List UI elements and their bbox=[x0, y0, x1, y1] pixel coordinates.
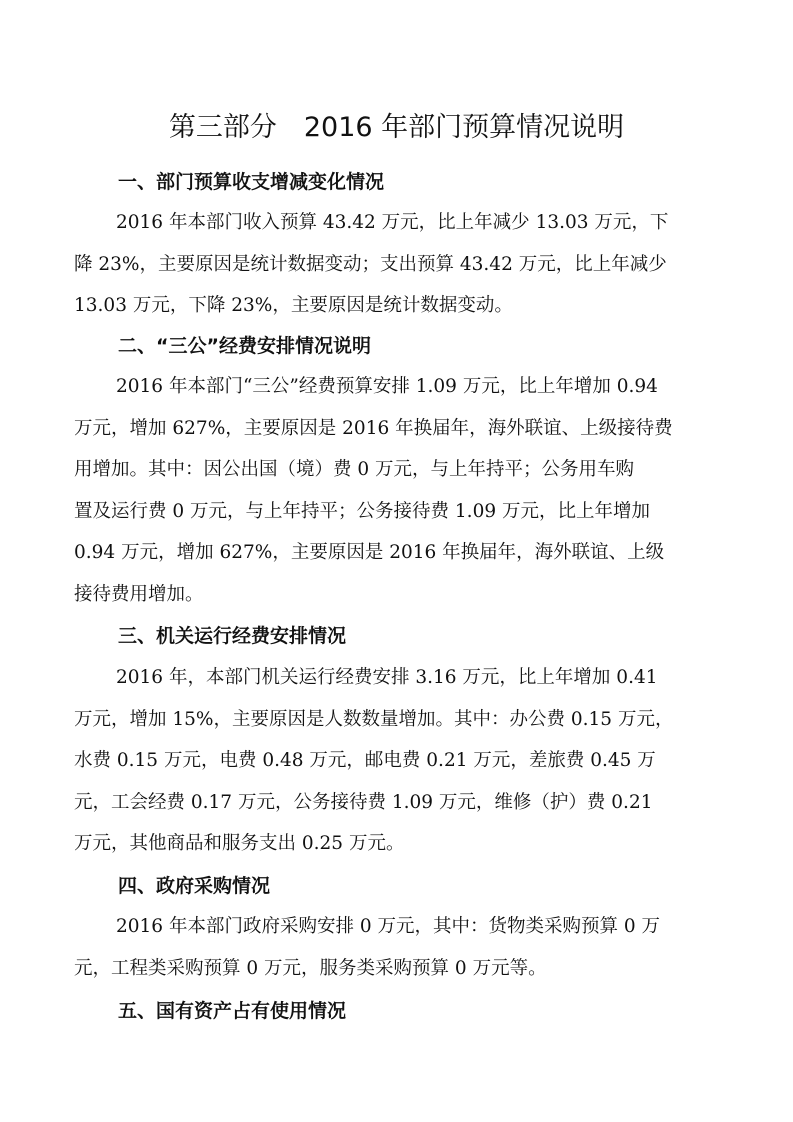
section-heading-1: 一、部门预算收支增减变化情况 bbox=[118, 171, 385, 193]
body-line: 元，工会经费 0.17 万元，公务接待费 1.09 万元，维修（护）费 0.21 bbox=[74, 791, 653, 813]
section-heading-4: 四、政府采购情况 bbox=[118, 875, 271, 897]
body-line: 2016 年，本部门机关运行经费安排 3.16 万元，比上年增加 0.41 bbox=[116, 667, 658, 688]
section-heading-2: 二、“三公”经费安排情况说明 bbox=[118, 335, 371, 357]
body-line: 万元，增加 627%，主要原因是 2016 年换届年，海外联谊、上级接待费 bbox=[74, 417, 673, 439]
body-line: 13.03 万元，下降 23%，主要原因是统计数据变动。 bbox=[74, 295, 513, 317]
body-line: 2016 年本部门“三公”经费预算安排 1.09 万元，比上年增加 0.94 bbox=[116, 376, 658, 397]
section-body-4 bbox=[74, 906, 722, 989]
body-line: 2016 年本部门收入预算 43.42 万元，比上年减少 13.03 万元，下 bbox=[116, 212, 669, 233]
body-line: 元，工程类采购预算 0 万元，服务类采购预算 0 万元等。 bbox=[74, 957, 547, 979]
body-line: 置及运行费 0 万元，与上年持平；公务接待费 1.09 万元，比上年增加 bbox=[74, 500, 650, 522]
body-line: 2016 年本部门政府采购安排 0 万元，其中：货物类采购预算 0 万 bbox=[116, 916, 661, 937]
section-body-2 bbox=[74, 366, 722, 616]
page-title: 第三部分 2016 年部门预算情况说明 bbox=[168, 112, 625, 143]
body-line: 万元，增加 15%，主要原因是人数数量增加。其中：办公费 0.15 万元， bbox=[74, 708, 674, 730]
body-line: 降 23%，主要原因是统计数据变动；支出预算 43.42 万元，比上年减少 bbox=[74, 253, 667, 275]
body-line: 接待费用增加。 bbox=[74, 583, 204, 605]
body-line: 0.94 万元，增加 627%，主要原因是 2016 年换届年，海外联谊、上级 bbox=[74, 542, 665, 564]
section-body-1 bbox=[74, 202, 722, 327]
body-line: 万元，其他商品和服务支出 0.25 万元。 bbox=[74, 833, 405, 855]
section-body-3 bbox=[74, 657, 722, 865]
section-heading-5: 五、国有资产占有使用情况 bbox=[118, 1000, 347, 1022]
body-line: 水费 0.15 万元，电费 0.48 万元，邮电费 0.21 万元，差旅费 0.45 万 bbox=[74, 750, 656, 772]
section-heading-3: 三、机关运行经费安排情况 bbox=[118, 625, 347, 647]
body-line: 用增加。其中：因公出国（境）费 0 万元，与上年持平；公务用车购 bbox=[74, 459, 635, 481]
